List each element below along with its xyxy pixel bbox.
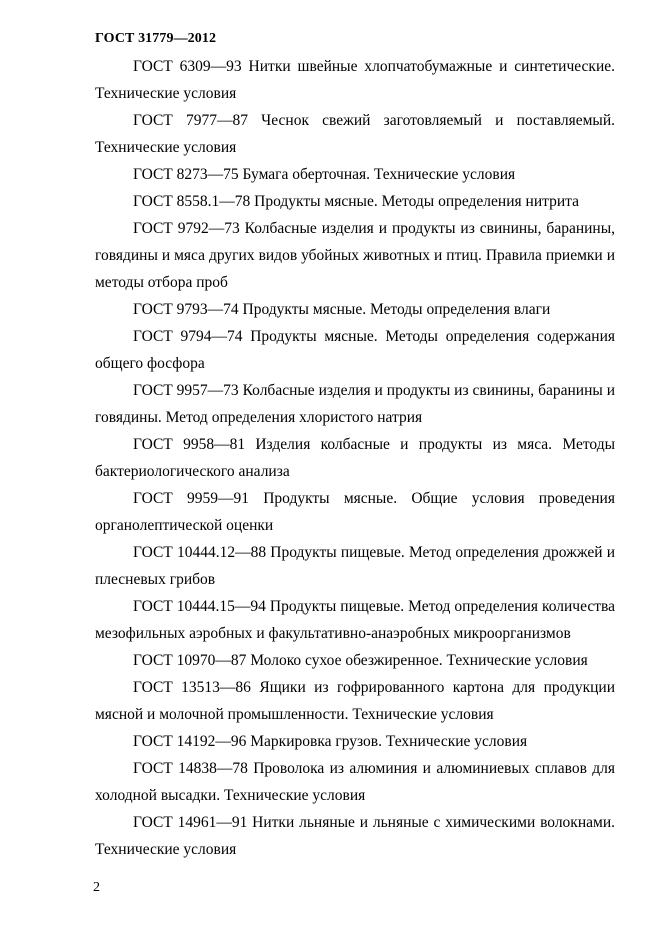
reference-item: ГОСТ 9792—73 Колбасные изделия и продукты из свинины, баранины, говядины и мяса других видов убойных животных и птиц. Правила приемки и методы отбора проб xyxy=(95,220,615,291)
reference-item: ГОСТ 7977—87 Чеснок свежий заготовляемый и поставляемый. Технические условия xyxy=(95,112,615,156)
reference-item: ГОСТ 14192—96 Маркировка грузов. Технические условия xyxy=(133,733,528,750)
reference-item: ГОСТ 14961—91 Нитки льняные и льняные с химическими волокнами. Технические условия xyxy=(95,814,615,858)
document-header: ГОСТ 31779—2012 xyxy=(95,31,217,46)
reference-item: ГОСТ 9793—74 Продукты мясные. Методы определения влаги xyxy=(133,301,551,318)
reference-item: ГОСТ 9959—91 Продукты мясные. Общие условия проведения органолептической оценки xyxy=(95,490,615,534)
reference-item: ГОСТ 9957—73 Колбасные изделия и продукты из свинины, баранины и говядины. Метод определения хлористого натрия xyxy=(95,382,615,426)
reference-item: ГОСТ 9958—81 Изделия колбасные и продукты из мяса. Методы бактериологического анализа xyxy=(95,436,615,480)
reference-item: ГОСТ 10444.12—88 Продукты пищевые. Метод определения дрожжей и плесневых грибов xyxy=(95,544,615,588)
reference-item: ГОСТ 9794—74 Продукты мясные. Методы определения содержания общего фосфора xyxy=(95,328,615,372)
reference-item: ГОСТ 6309—93 Нитки швейные хлопчатобумажные и синтетические. Технические условия xyxy=(95,58,615,102)
reference-item: ГОСТ 14838—78 Проволока из алюминия и алюминиевых сплавов для холодной высадки. Технические условия xyxy=(95,760,615,804)
page-number: 2 xyxy=(93,880,100,895)
reference-item: ГОСТ 8558.1—78 Продукты мясные. Методы определения нитрита xyxy=(133,193,579,210)
reference-item: ГОСТ 8273—75 Бумага оберточная. Технические условия xyxy=(133,166,516,183)
reference-item: ГОСТ 10444.15—94 Продукты пищевые. Метод определения количества мезофильных аэробных и факультативно-анаэробных микроорганизмов xyxy=(95,598,615,642)
reference-item: ГОСТ 13513—86 Ящики из гофрированного картона для продукции мясной и молочной промышленности. Технические условия xyxy=(95,679,615,723)
reference-item: ГОСТ 10970—87 Молоко сухое обезжиренное. Технические условия xyxy=(133,652,588,669)
normative-references-list xyxy=(95,53,615,863)
